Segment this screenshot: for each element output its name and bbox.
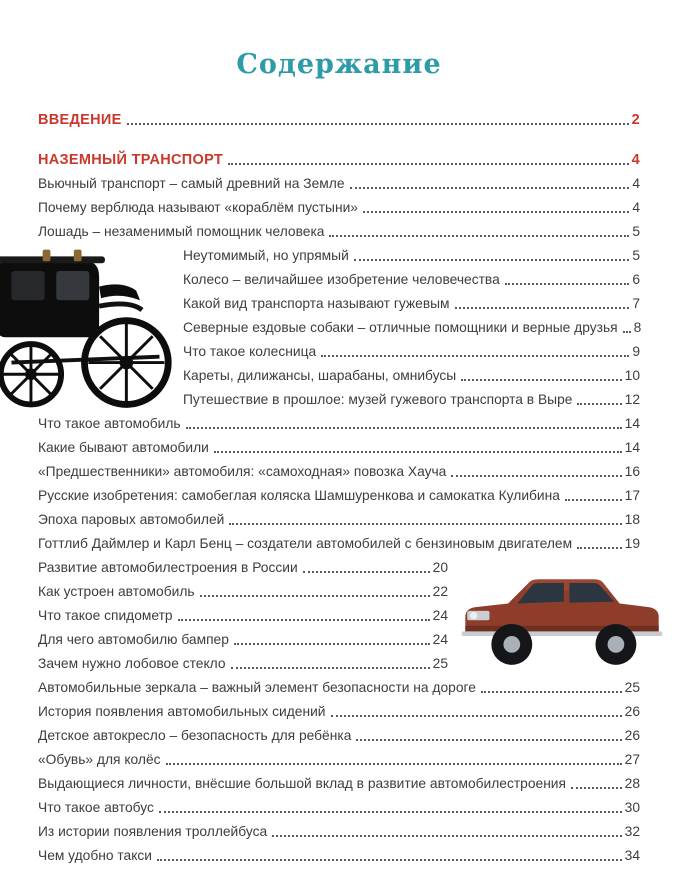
toc-section-heading xyxy=(38,108,640,132)
entry-page-number: 25 xyxy=(432,656,448,671)
dotted-leader xyxy=(565,499,622,501)
dotted-leader xyxy=(455,307,630,309)
dotted-leader xyxy=(127,123,629,125)
entry-page-number: 4 xyxy=(631,152,640,168)
entry-label: Почему верблюда называют «кораблём пустыни» xyxy=(38,200,358,215)
dotted-leader xyxy=(577,403,621,405)
entry-label: Развитие автомобилестроения в России xyxy=(38,560,298,575)
dotted-leader xyxy=(331,715,622,717)
dotted-leader xyxy=(363,211,629,213)
entry-page-number: 14 xyxy=(624,440,640,455)
entry-label: Чем удобно такси xyxy=(38,848,153,863)
entry-page-number: 17 xyxy=(624,488,640,503)
entry-page-number: 28 xyxy=(624,776,640,791)
entry-page-number: 14 xyxy=(624,416,640,431)
entry-label: Автомобильные зеркала – важный элемент безопасности на дороге xyxy=(38,680,476,695)
entry-page-number: 24 xyxy=(432,608,448,623)
toc-entry xyxy=(38,796,640,820)
dotted-leader xyxy=(234,643,430,645)
toc-entry xyxy=(38,508,640,532)
toc-list xyxy=(38,108,640,868)
entry-label: Что такое спидометр xyxy=(38,608,173,623)
dotted-leader xyxy=(200,595,430,597)
dotted-leader xyxy=(157,859,622,861)
dotted-leader xyxy=(481,691,622,693)
toc-entry xyxy=(38,772,640,796)
entry-label: ВВЕДЕНИЕ xyxy=(38,112,122,128)
entry-page-number: 7 xyxy=(632,296,640,311)
entry-page-number: 30 xyxy=(624,800,640,815)
entry-page-number: 26 xyxy=(624,704,640,719)
entry-page-number: 10 xyxy=(624,368,640,383)
entry-page-number: 4 xyxy=(632,200,640,215)
entry-label: Что такое колесница xyxy=(183,344,317,359)
toc-entry xyxy=(38,268,640,292)
dotted-leader xyxy=(623,331,631,333)
entry-label: Что такое автомобиль xyxy=(38,416,181,431)
entry-label: «Обувь» для колёс xyxy=(38,752,161,767)
entry-label: Русские изобретения: самобеглая коляска Шамшуренкова и самокатка Кулибина xyxy=(38,488,560,503)
dotted-leader xyxy=(461,379,621,381)
toc-entry xyxy=(38,412,640,436)
entry-label: Колесо – величайшее изобретение человечества xyxy=(183,272,500,287)
toc-entry xyxy=(38,220,640,244)
toc-entry xyxy=(38,556,448,580)
toc-entry xyxy=(38,844,640,868)
entry-label: «Предшественники» автомобиля: «самоходная» повозка Хауча xyxy=(38,464,447,479)
toc-entry xyxy=(38,700,640,724)
toc-entry xyxy=(38,532,640,556)
entry-page-number: 24 xyxy=(432,632,448,647)
entry-page-number: 16 xyxy=(624,464,640,479)
entry-label: Из истории появления троллейбуса xyxy=(38,824,268,839)
toc-entry xyxy=(38,820,640,844)
entry-page-number: 4 xyxy=(632,176,640,191)
entry-page-number: 19 xyxy=(624,536,640,551)
entry-page-number: 27 xyxy=(624,752,640,767)
entry-page-number: 9 xyxy=(632,344,640,359)
dotted-leader xyxy=(186,427,622,429)
dotted-leader xyxy=(354,259,630,261)
dotted-leader xyxy=(321,355,629,357)
entry-label: Что такое автобус xyxy=(38,800,154,815)
dotted-leader xyxy=(577,547,622,549)
toc-entry xyxy=(38,364,640,388)
toc-entry xyxy=(38,484,640,508)
entry-label: Путешествие в прошлое: музей гужевого транспорта в Выре xyxy=(183,392,573,407)
entry-label: История появления автомобильных сидений xyxy=(38,704,326,719)
entry-page-number: 18 xyxy=(624,512,640,527)
toc-entry xyxy=(38,676,640,700)
entry-page-number: 8 xyxy=(633,320,642,335)
dotted-leader xyxy=(159,811,622,813)
entry-label: Готтлиб Даймлер и Карл Бенц – создатели автомобилей с бензиновым двигателем xyxy=(38,536,573,551)
entry-page-number: 25 xyxy=(624,680,640,695)
dotted-leader xyxy=(451,475,621,477)
dotted-leader xyxy=(229,523,621,525)
dotted-leader xyxy=(505,283,630,285)
entry-page-number: 6 xyxy=(632,272,640,287)
toc-entry xyxy=(38,748,640,772)
toc-entry xyxy=(38,244,640,268)
entry-page-number: 32 xyxy=(624,824,640,839)
toc-entry xyxy=(38,652,448,676)
toc-entry xyxy=(38,388,640,412)
entry-page-number: 12 xyxy=(624,392,640,407)
dotted-leader xyxy=(303,571,430,573)
toc-entry xyxy=(38,604,448,628)
dotted-leader xyxy=(329,235,629,237)
dotted-leader xyxy=(571,787,622,789)
entry-label: Выдающиеся личности, внёсшие большой вклад в развитие автомобилестроения xyxy=(38,776,566,791)
entry-label: Как устроен автомобиль xyxy=(38,584,195,599)
toc-entry xyxy=(38,172,640,196)
entry-label: НАЗЕМНЫЙ ТРАНСПОРТ xyxy=(38,152,224,168)
entry-page-number: 26 xyxy=(624,728,640,743)
toc-entry xyxy=(38,628,448,652)
entry-page-number: 5 xyxy=(632,224,640,239)
entry-label: Кареты, дилижансы, шарабаны, омнибусы xyxy=(183,368,457,383)
dotted-leader xyxy=(228,163,629,165)
entry-label: Какой вид транспорта называют гужевым xyxy=(183,296,450,311)
entry-label: Какие бывают автомобили xyxy=(38,440,209,455)
dotted-leader xyxy=(272,835,621,837)
entry-page-number: 5 xyxy=(632,248,640,263)
toc-entry xyxy=(38,292,640,316)
dotted-leader xyxy=(166,763,622,765)
toc-entry xyxy=(38,436,640,460)
entry-label: Зачем нужно лобовое стекло xyxy=(38,656,226,671)
toc-entry xyxy=(38,460,640,484)
toc-entry xyxy=(38,580,448,604)
dotted-leader xyxy=(350,187,630,189)
dotted-leader xyxy=(214,451,622,453)
entry-label: Вьючный транспорт – самый древний на Земле xyxy=(38,176,345,191)
entry-label: Для чего автомобилю бампер xyxy=(38,632,229,647)
entry-page-number: 20 xyxy=(432,560,448,575)
toc-entry xyxy=(38,724,640,748)
toc-entry xyxy=(38,316,640,340)
toc-entry xyxy=(38,340,640,364)
entry-label: Неутомимый, но упрямый xyxy=(183,248,349,263)
entry-label: Северные ездовые собаки – отличные помощники и верные друзья xyxy=(183,320,618,335)
page-title: Содержание xyxy=(236,49,442,80)
entry-label: Эпоха паровых автомобилей xyxy=(38,512,225,527)
toc-entry xyxy=(38,196,640,220)
entry-page-number: 22 xyxy=(432,584,448,599)
entry-label: Детское автокресло – безопасность для ребёнка xyxy=(38,728,352,743)
entry-page-number: 2 xyxy=(631,112,640,128)
dotted-leader xyxy=(356,739,621,741)
dotted-leader xyxy=(231,667,430,669)
toc-section-heading xyxy=(38,148,640,172)
entry-label: Лошадь – незаменимый помощник человека xyxy=(38,224,325,239)
dotted-leader xyxy=(178,619,430,621)
entry-page-number: 34 xyxy=(624,848,640,863)
